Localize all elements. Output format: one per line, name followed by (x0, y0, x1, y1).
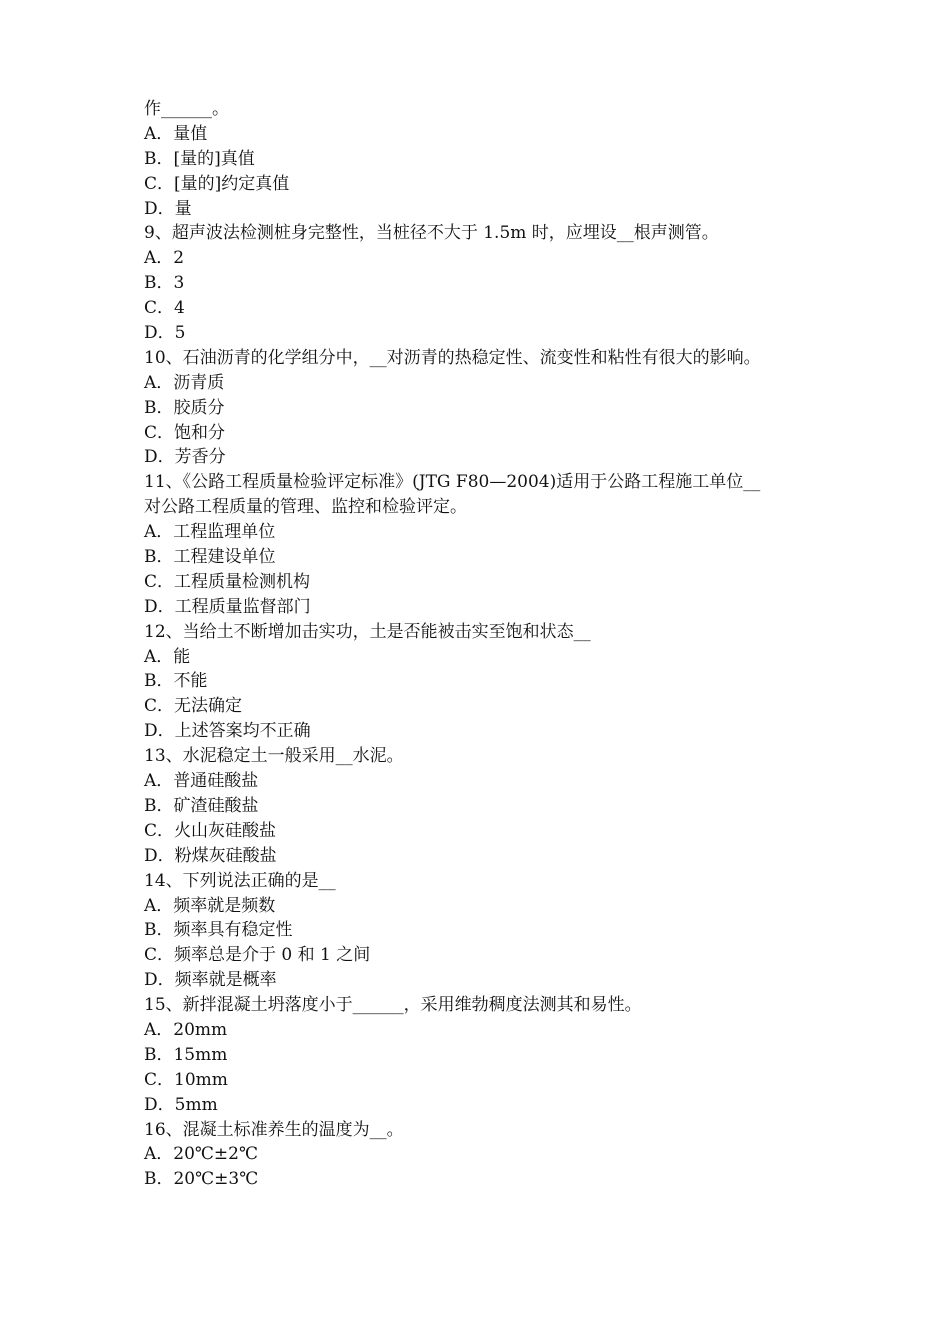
line-q9-option-a: A．2 (144, 248, 185, 269)
line-q11-option-d: D．工程质量监督部门 (144, 596, 311, 617)
line-q14-option-b: B．频率具有稳定性 (144, 920, 293, 941)
line-q10-option-b: B．胶质分 (144, 397, 225, 418)
line-q8-option-a: A．量值 (144, 123, 208, 144)
line-q9-option-b: B．3 (144, 273, 185, 294)
line-q12-option-a: A．能 (144, 646, 191, 667)
line-q12-option-b: B．不能 (144, 671, 208, 692)
line-q14-option-c: C．频率总是介于 0 和 1 之间 (144, 945, 371, 966)
line-q8-option-d: D．量 (144, 198, 192, 219)
line-q8-option-b: B．[量的]真值 (144, 148, 255, 169)
line-q12-option-c: C．无法确定 (144, 696, 243, 717)
line-q16-option-b: B．20℃±3℃ (144, 1169, 259, 1190)
line-q10-stem: 10、石油沥青的化学组分中，__对沥青的热稳定性、流变性和粘性有很大的影响。 (144, 347, 761, 368)
line-q15-option-a: A．20mm (144, 1019, 228, 1040)
document-page (144, 97, 824, 1192)
line-q13-option-c: C．火山灰硅酸盐 (144, 820, 277, 841)
line-q13-option-b: B．矿渣硅酸盐 (144, 795, 259, 816)
line-q14-stem: 14、下列说法正确的是__ (144, 870, 336, 891)
line-q15-option-d: D．5mm (144, 1094, 218, 1115)
line-q9-stem: 9、超声波法检测桩身完整性，当桩径不大于 1.5m 时，应埋设__根声测管。 (144, 223, 719, 244)
line-q9-option-d: D．5 (144, 323, 186, 344)
line-q16-option-a: A．20℃±2℃ (144, 1144, 259, 1165)
line-q8-option-c: C．[量的]约定真值 (144, 173, 290, 194)
line-q12-option-d: D．上述答案均不正确 (144, 721, 311, 742)
line-q13-option-a: A．普通硅酸盐 (144, 771, 259, 792)
line-q16-stem: 16、混凝土标准养生的温度为__。 (144, 1119, 404, 1140)
line-q9-option-c: C．4 (144, 298, 185, 319)
line-q11-stem-1: 11、《公路工程质量检验评定标准》(JTG F80—2004)适用于公路工程施工单位__ (144, 472, 761, 493)
line-q11-option-c: C．工程质量检测机构 (144, 571, 311, 592)
line-q10-option-d: D．芳香分 (144, 447, 226, 468)
line-q15-option-b: B．15mm (144, 1044, 228, 1065)
line-q8-stem-end: 作______。 (144, 99, 229, 119)
line-q13-option-d: D．粉煤灰硅酸盐 (144, 845, 277, 866)
line-q10-option-c: C．饱和分 (144, 422, 226, 443)
line-q11-option-b: B．工程建设单位 (144, 547, 276, 568)
line-q12-stem: 12、当给土不断增加击实功，土是否能被击实至饱和状态__ (144, 621, 591, 642)
line-q15-stem: 15、新拌混凝土坍落度小于______，采用维勃稠度法测其和易性。 (144, 995, 642, 1016)
line-q11-stem-2: 对公路工程质量的管理、监控和检验评定。 (144, 497, 467, 518)
line-q13-stem: 13、水泥稳定土一般采用__水泥。 (144, 746, 404, 767)
line-q15-option-c: C．10mm (144, 1069, 228, 1090)
line-q10-option-a: A．沥青质 (144, 372, 225, 393)
line-q14-option-d: D．频率就是概率 (144, 970, 277, 991)
line-q11-option-a: A．工程监理单位 (144, 522, 276, 543)
line-q14-option-a: A．频率就是频数 (144, 895, 276, 916)
